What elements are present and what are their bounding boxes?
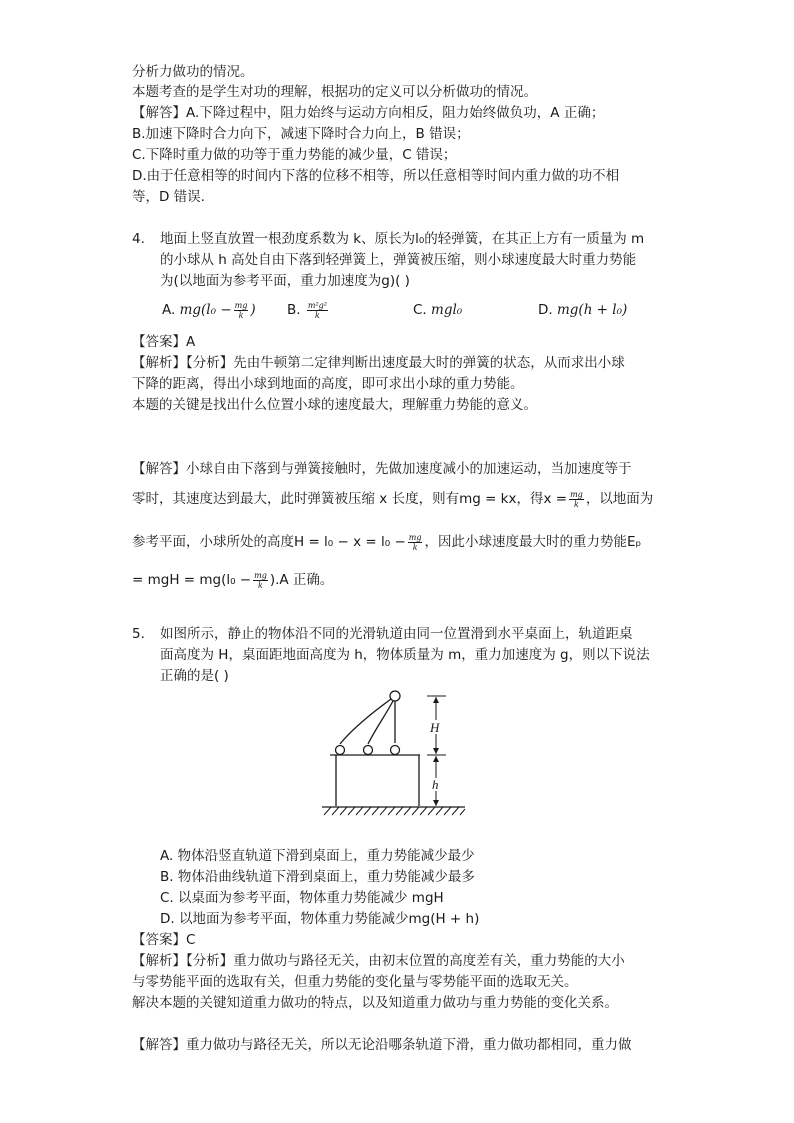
question-text: 如图所示，静止的物体沿不同的光滑轨道由同一位置滑到水平桌面上，轨道距桌 — [160, 626, 633, 642]
option-a: A. 物体沿竖直轨道下滑到桌面上，重力势能减少最少 — [160, 848, 475, 864]
solution-line: B.加速下降时合力向下，减速下降时合力向上，B 错误； — [132, 126, 470, 142]
option-c: C. 以桌面为参考平面，物体重力势能减少 mgH — [160, 890, 444, 906]
denominator: k — [412, 542, 418, 552]
ball-icon — [390, 691, 400, 701]
solution-line: C.下降时重力做的功等于重力势能的减少量，C 错误； — [132, 147, 457, 163]
denominator: k — [238, 310, 244, 320]
analysis-line: 【解析】【分析】先由牛顿第二定律判断出速度最大时的弹簧的状态，从而求出小球 — [132, 355, 625, 371]
question-text: 的小球从 h 高处自由下落到轻弹簧上，弹簧被压缩，则小球速度最大时重力势能 — [160, 252, 637, 268]
ball-icon — [364, 746, 373, 755]
analysis-line: 与零势能平面的选取有关，但重力势能的变化量与零势能平面的选取无关。 — [132, 974, 578, 990]
numerator: mg — [570, 489, 583, 499]
analysis-line: 解决本题的关键知道重力做功的特点，以及知道重力做功与重力势能的变化关系。 — [132, 995, 618, 1011]
question-number: 4. — [132, 231, 145, 247]
solution-text: ，以地面为 — [585, 491, 654, 507]
solution-line: D.由于任意相等的时间内下落的位移不相等，所以任意相等时间内重力做的功不相 — [132, 168, 620, 184]
text-line: 分析力做功的情况。 — [132, 64, 254, 80]
label-H: H — [430, 720, 440, 735]
solution-line: 【解答】A.下降过程中，阻力始终与运动方向相反，阻力始终做负功，A 正确； — [132, 105, 605, 121]
solution-line — [132, 570, 333, 590]
solution-text: ，因此小球速度最大时的重力势能Eₚ — [424, 534, 642, 550]
ball-icon — [336, 746, 345, 755]
denominator: k — [314, 310, 320, 320]
curved-track — [340, 699, 391, 744]
solution-line — [132, 489, 653, 509]
answer-line: 【答案】A — [132, 334, 196, 350]
option-label: D. — [538, 302, 553, 318]
solution-line: 【解答】重力做功与路径无关，所以无论沿哪条轨道下滑，重力做功都相同，重力做 — [132, 1037, 632, 1053]
fraction — [234, 301, 249, 320]
denominator: k — [574, 499, 579, 509]
option-formula: mg(l₀ − — [179, 302, 232, 318]
ball-icon — [391, 746, 400, 755]
fraction — [253, 571, 268, 590]
numerator: mg — [234, 300, 248, 310]
option-formula: mgl₀ — [431, 302, 463, 318]
solution-line: 等，D 错误. — [132, 189, 205, 205]
option-a — [162, 300, 256, 320]
question-text: 地面上竖直放置一根劲度系数为 k、原长为l₀的轻弹簧，在其正上方有一质量为 m — [160, 231, 645, 247]
question-number: 5. — [132, 626, 145, 642]
option-d — [538, 300, 627, 320]
fraction — [307, 301, 328, 320]
analysis-line: 【解析】【分析】重力做功与路径无关，由初末位置的高度差有关，重力势能的大小 — [132, 953, 625, 969]
option-b — [287, 300, 330, 320]
fraction — [408, 533, 423, 552]
solution-line: 【解答】小球自由下落到与弹簧接触时，先做加速度减小的加速运动，当加速度等于 — [132, 461, 632, 477]
answer-line: 【答案】C — [132, 932, 196, 948]
numerator: mg — [408, 532, 422, 542]
numerator: mg — [254, 570, 267, 580]
fraction — [569, 490, 584, 509]
solution-text: = mgH = mg(l₀ − — [132, 572, 252, 588]
ground-hatching — [324, 807, 465, 815]
question-text: 面高度为 H，桌面距地面高度为 h，物体质量为 m，重力加速度为 g，则以下说法 — [160, 647, 650, 663]
option-label: C. — [413, 302, 427, 318]
analysis-line: 下降的距离，得出小球到地面的高度，即可求出小球的重力势能。 — [132, 376, 524, 392]
solution-text: ).A 正确。 — [269, 572, 334, 588]
analysis-line: 本题的关键是找出什么位置小球的速度最大，理解重力势能的意义。 — [132, 397, 537, 413]
option-label: A. — [162, 302, 176, 318]
option-formula: ) — [250, 302, 256, 318]
text-line: 本题考查的是学生对功的理解，根据功的定义可以分析做功的情况。 — [132, 84, 537, 100]
option-label: B. — [287, 302, 301, 318]
denominator: k — [258, 580, 263, 590]
solution-line — [132, 532, 641, 552]
solution-text: 零时，其速度达到最大，此时弹簧被压缩 x 长度，则有mg = kx，得x = — [132, 491, 568, 507]
label-h: h — [432, 777, 439, 792]
option-d: D. 以地面为参考平面，物体重力势能减少mg(H + h) — [160, 911, 480, 927]
option-c — [413, 300, 462, 320]
question-text: 正确的是( ) — [160, 668, 229, 684]
option-b: B. 物体沿曲线轨道下滑到桌面上，重力势能减少最多 — [160, 869, 475, 885]
question-text: 为(以地面为参考平面，重力加速度为g)( ) — [160, 273, 410, 289]
track-figure — [320, 688, 470, 820]
numerator: m²g² — [307, 300, 327, 310]
option-formula: mg(h + l₀) — [556, 302, 628, 318]
solution-text: 参考平面，小球所处的高度H = l₀ − x = l₀ − — [132, 534, 406, 550]
